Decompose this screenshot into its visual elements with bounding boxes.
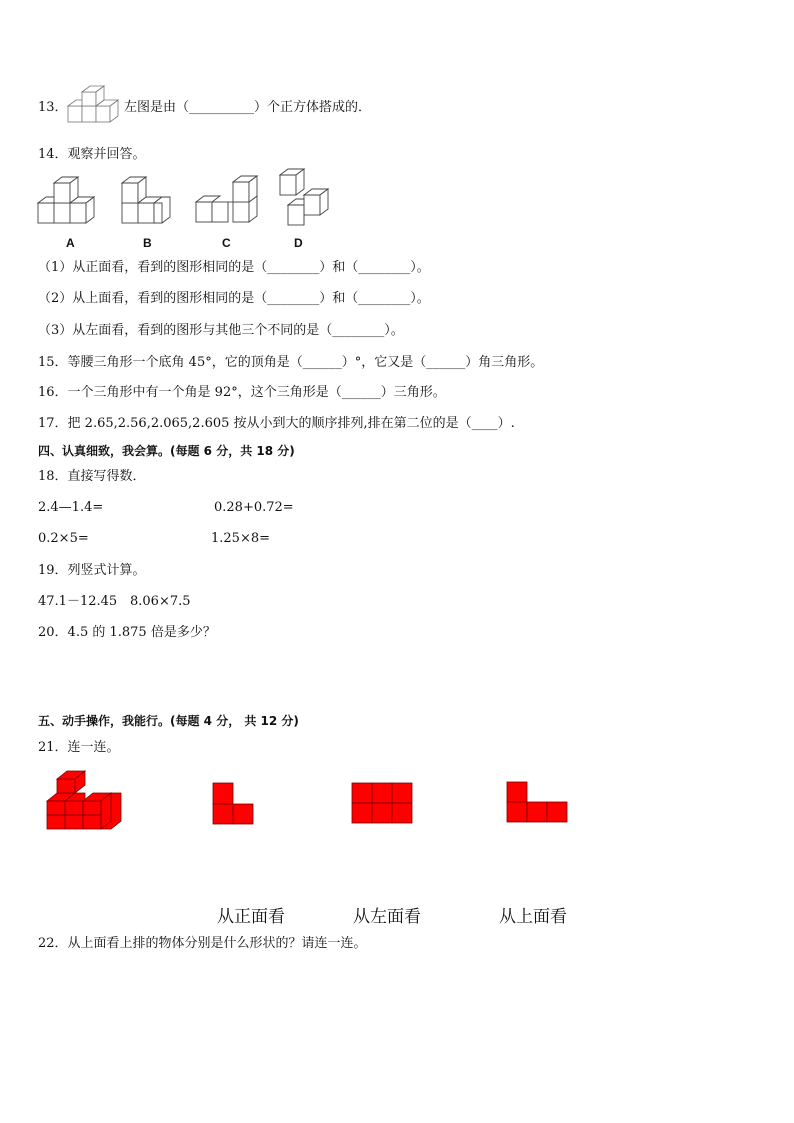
- q13-text: 左图是由（__________）个正方体搭成的．: [124, 100, 372, 115]
- q19-title: 19．列竖式计算。: [38, 563, 146, 578]
- q21-view-shape-2: [351, 782, 413, 824]
- q21-view-label-top: 从上面看: [499, 907, 567, 927]
- q14-label-a: A: [66, 236, 75, 250]
- q17: 17．把 2.65,2.56,2.065,2.605 按从小到大的顺序排列,排在第二位的是（____）.: [38, 416, 515, 431]
- section4-heading: 四、认真细致，我会算。(每题 6 分，共 18 分): [38, 444, 295, 458]
- q18-item-4: 1.25×8=: [211, 531, 271, 546]
- q14-label-d: D: [294, 236, 303, 250]
- q18-title: 18．直接写得数．: [38, 469, 146, 484]
- q14-figure-b: [121, 177, 181, 227]
- q14-sub2: （2）从上面看，看到的图形相同的是（________）和（________）。: [38, 291, 430, 306]
- q14-title: 14．观察并回答。: [38, 147, 146, 162]
- q14-label-b: B: [143, 236, 152, 250]
- q16: 16．一个三角形中有一个角是 92°，这个三角形是（______）三角形。: [38, 385, 446, 400]
- q21-view-label-front: 从正面看: [217, 907, 285, 927]
- q14-sub1: （1）从正面看，看到的图形相同的是（________）和（________）。: [38, 260, 430, 275]
- q14-figure-c: [195, 176, 261, 226]
- q21-view-shape-3: [506, 781, 568, 823]
- q18-item-1: 2.4—1.4=: [38, 500, 104, 515]
- q21-red-3d-figure: [45, 771, 125, 831]
- q21-title: 21．连一连。: [38, 740, 120, 755]
- q18-item-3: 0.2×5=: [38, 531, 89, 546]
- q18-item-2: 0.28+0.72=: [214, 500, 294, 515]
- q20: 20．4.5 的 1.875 倍是多少？: [38, 625, 216, 640]
- q19-item-1: 47.1－12.45: [38, 594, 118, 609]
- q14-label-c: C: [222, 236, 231, 250]
- q21-view-shape-1: [212, 782, 256, 826]
- q14-sub3: （3）从左面看，看到的图形与其他三个不同的是（________）。: [38, 323, 404, 338]
- q13-line: [38, 100, 68, 116]
- q15: 15．等腰三角形一个底角 45°，它的顶角是（______）°，它又是（______）角三角形。: [38, 355, 544, 370]
- q13-number: 13．: [38, 100, 68, 115]
- q19-item-2: 8.06×7.5: [130, 594, 191, 609]
- q13-cube-figure: [66, 86, 124, 126]
- q14-figure-a: [37, 177, 103, 227]
- q22: 22．从上面看上排的物体分别是什么形状的？请连一连。: [38, 936, 367, 951]
- q14-figure-d: [278, 169, 330, 231]
- q21-view-label-left: 从左面看: [353, 907, 421, 927]
- section5-heading: 五、动手操作，我能行。(每题 4 分， 共 12 分): [38, 714, 299, 728]
